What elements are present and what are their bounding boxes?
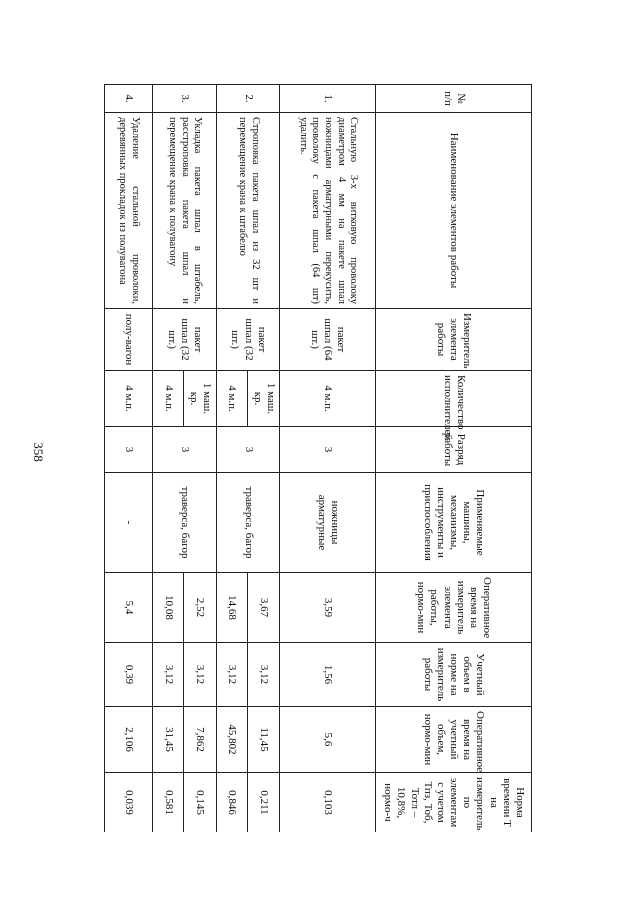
row1-name: Стальную 3-х витковую проволоку диаметром 4 мм на пакете шпал ножницами арматурными перекусить, проволоку с пакета шпал (64 шт) удалить.	[280, 113, 376, 309]
row3-name: Укладка пакета шпал в штабель, расстроповка пакета шпал и перемещение крана к полувагону	[152, 113, 216, 309]
table-row	[280, 85, 376, 833]
row3-grade: 3	[152, 427, 216, 473]
row1-op-time: 3,59	[280, 573, 376, 643]
row3-workers-a: 1 маш. кр.	[184, 371, 217, 427]
table-row	[105, 85, 153, 833]
row2-tools: траверса, багор	[216, 473, 280, 573]
row4-volume: 0,39	[105, 643, 153, 707]
row1-op-volume: 5,6	[280, 707, 376, 773]
row3-volume-b: 3,12	[152, 643, 183, 707]
row1-grade: 3	[280, 427, 376, 473]
row2-volume-a: 3,12	[247, 643, 280, 707]
row4-unit: полу-вагон	[105, 309, 153, 371]
row4-num: 4.	[105, 85, 153, 113]
row2-unit: пакет шпал (32 шт.)	[216, 309, 280, 371]
row3-unit: пакет шпал (32 шт.)	[152, 309, 216, 371]
rotated-table-container	[104, 84, 532, 832]
page-number: 358	[31, 442, 46, 462]
row3-volume-a: 3,12	[184, 643, 217, 707]
row1-norm: 0,103	[280, 773, 376, 833]
header-tools: Применяемые машины, механизмы, инструменты и приспособления	[376, 473, 532, 573]
row2-op-volume-a: 11,45	[247, 707, 280, 773]
row1-workers: 4 м.п.	[280, 371, 376, 427]
row4-grade: 3	[105, 427, 153, 473]
row3-op-time-b: 10,08	[152, 573, 183, 643]
row3-op-time-a: 2,52	[184, 573, 217, 643]
row2-op-volume-b: 45,802	[216, 707, 247, 773]
table-header-row	[376, 85, 532, 833]
row1-volume: 1,56	[280, 643, 376, 707]
row2-norm-b: 0,846	[216, 773, 247, 833]
row2-workers-a: 1 маш. кр.	[247, 371, 280, 427]
table-row	[247, 85, 280, 833]
row3-norm-a: 0,145	[184, 773, 217, 833]
row2-volume-b: 3,12	[216, 643, 247, 707]
header-num: № п/п	[376, 85, 532, 113]
row4-name: Удаление стальной проволоки, деревянных прокладок из полувагона	[105, 113, 153, 309]
row3-num: 3.	[152, 85, 216, 113]
header-op-time: Оперативное время на измеритель элемента работы, нормо-мин	[376, 573, 532, 643]
row2-workers-b: 4 м.п.	[216, 371, 247, 427]
header-norm: Норма времени Т на измеритель по элементам с учетом Тпз, Тоб, Тотл – 10,8%, нормо-ч	[376, 773, 532, 833]
row3-tools: траверса, багор	[152, 473, 216, 573]
norm-table	[104, 84, 532, 832]
row4-op-volume: 2,106	[105, 707, 153, 773]
header-name: Наименование элементов работы	[376, 113, 532, 309]
row4-op-time: 5,4	[105, 573, 153, 643]
norm-table-region	[104, 84, 532, 832]
header-grade: Разряд работы	[376, 427, 532, 473]
header-unit: Измеритель элемента работы	[376, 309, 532, 371]
header-workers: Количество исполнителей	[376, 371, 532, 427]
row4-workers: 4 м.п.	[105, 371, 153, 427]
row3-op-volume-b: 31,45	[152, 707, 183, 773]
row2-op-time-a: 3,67	[247, 573, 280, 643]
header-volume: Учетный объем в норме на измеритель работы	[376, 643, 532, 707]
row1-unit: пакет шпал (64 шт.)	[280, 309, 376, 371]
row2-num: 2.	[216, 85, 280, 113]
table-row	[184, 85, 217, 833]
row3-norm-b: 0,581	[152, 773, 183, 833]
row4-norm: 0,039	[105, 773, 153, 833]
row2-grade: 3	[216, 427, 280, 473]
header-op-volume: Оперативное время на учетный объем, нормо-мин	[376, 707, 532, 773]
row3-workers-b: 4 м.п.	[152, 371, 183, 427]
row2-name: Строповка пакета шпал из 32 шт и перемещение крана к штабелю	[216, 113, 280, 309]
row1-tools: ножницы арматурные	[280, 473, 376, 573]
row1-num: 1.	[280, 85, 376, 113]
row4-tools: -	[105, 473, 153, 573]
row2-norm-a: 0,211	[247, 773, 280, 833]
row2-op-time-b: 14,68	[216, 573, 247, 643]
row3-op-volume-a: 7,862	[184, 707, 217, 773]
